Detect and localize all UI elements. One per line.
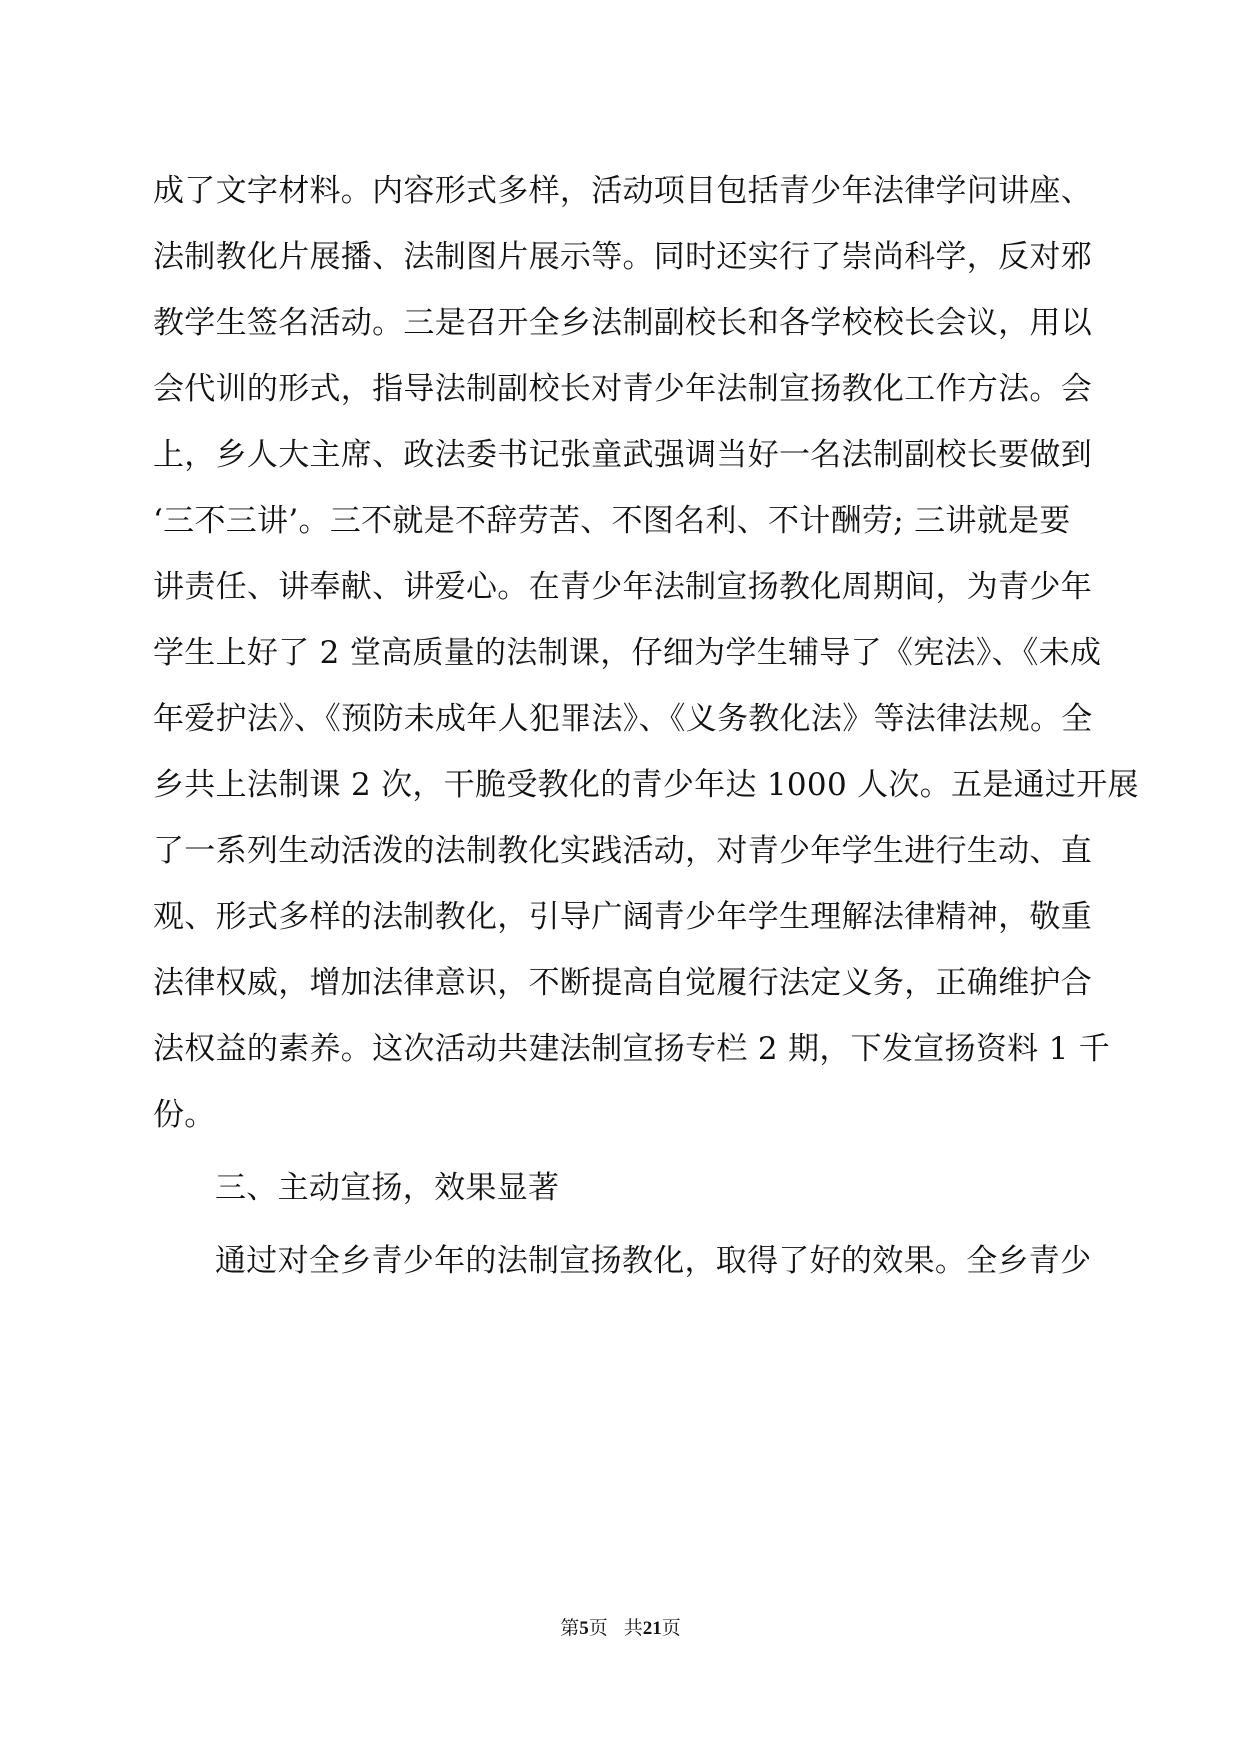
text-line: ‘三不三讲’。三不就是不辞劳苦、不图名利、不计酬劳; 三讲就是要	[153, 503, 1071, 539]
page-footer	[0, 1617, 1241, 1641]
text-line: 上，乡人大主席、政法委书记张童武强调当好一名法制副校长要做到	[153, 437, 1092, 473]
page-suffix: 页	[588, 1618, 608, 1639]
page-total-number: 21	[642, 1618, 662, 1639]
paragraph-spacer	[153, 1221, 1093, 1228]
text-line: 乡共上法制课 2 次，干脆受教化的青少年达 1000 人次。五是通过开展	[153, 767, 1139, 803]
page-prefix: 第	[560, 1618, 580, 1639]
text-line: 学生上好了 2 堂高质量的法制课，仔细为学生辅导了《宪法》、《未成	[153, 635, 1102, 671]
text-line: 成了文字材料。内容形式多样，活动项目包括青少年法律学问讲座、	[153, 173, 1092, 209]
text-line: 通过对全乡青少年的法制宣扬教化，取得了好的效果。全乡青少	[215, 1243, 1092, 1279]
paragraph-1	[153, 158, 1139, 1148]
text-line: 了一系列生动活泼的法制教化实践活动，对青少年学生进行生动、直	[153, 833, 1092, 869]
total-prefix: 共	[623, 1618, 643, 1639]
text-line: 教学生签名活动。三是召开全乡法制副校长和各学校校长会议，用以	[153, 305, 1092, 341]
paragraph-spacer	[153, 1148, 1093, 1155]
document-body	[153, 158, 1139, 1294]
total-suffix: 页	[661, 1618, 681, 1639]
text-line: 会代训的形式，指导法制副校长对青少年法制宣扬教化工作方法。会	[153, 371, 1092, 407]
text-line: 观、形式多样的法制教化，引导广阔青少年学生理解法律精神，敬重	[153, 899, 1092, 935]
text-line: 讲责任、讲奉献、讲爱心。在青少年法制宣扬教化周期间，为青少年	[153, 569, 1092, 605]
text-line: 法律权威，增加法律意识，不断提高自觉履行法定义务，正确维护合	[153, 965, 1092, 1001]
text-line: 年爱护法》、《预防未成年人犯罪法》、《义务教化法》等法律法规。全	[153, 701, 1093, 737]
paragraph-2	[153, 1228, 1093, 1294]
text-line: 份。	[153, 1097, 216, 1133]
text-line: 法制教化片展播、法制图片展示等。同时还实行了崇尚科学，反对邪	[153, 239, 1092, 275]
page-current-number: 5	[579, 1618, 589, 1639]
section-heading: 三、主动宣扬，效果显著	[215, 1170, 560, 1206]
text-line: 法权益的素养。这次活动共建法制宣扬专栏 2 期，下发宣扬资料 1 千	[153, 1031, 1111, 1067]
